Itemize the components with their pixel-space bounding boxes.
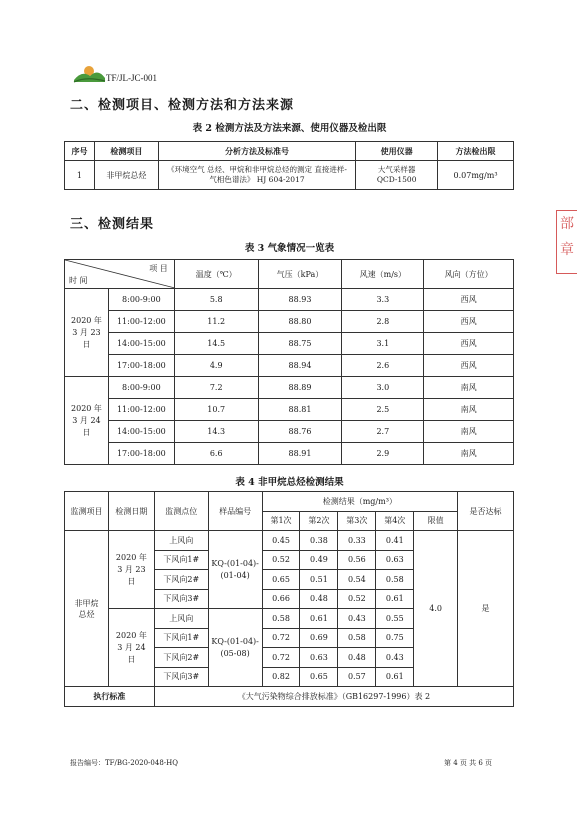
col-header: 方法检出限 bbox=[438, 142, 514, 161]
col-header: 监测点位 bbox=[154, 492, 208, 531]
table4-caption: 表 4 非甲烷总烃检测结果 bbox=[235, 477, 344, 488]
table-row bbox=[65, 531, 514, 551]
test-item: 非甲烷总烃 bbox=[94, 161, 158, 190]
col-header: 气压（kPa） bbox=[258, 260, 342, 289]
report-number: 报告编号：TF/BG-2020-048-HQ bbox=[70, 759, 178, 767]
weather-day-group bbox=[65, 377, 514, 465]
point-cell: 下风向1# bbox=[154, 550, 208, 570]
limit-cell: 4.0 bbox=[414, 531, 458, 687]
result-cell: 0.65 bbox=[300, 667, 338, 687]
standard-value: 《大气污染物综合排放标准》（GB16297-1996）表 2 bbox=[154, 687, 513, 707]
result-cell: 0.49 bbox=[300, 550, 338, 570]
wind-speed-cell: 2.8 bbox=[342, 311, 424, 333]
result-cell: 0.43 bbox=[338, 609, 376, 629]
section2-heading: 二、检测项目、检测方法和方法来源 bbox=[70, 98, 295, 113]
result-cell: 0.61 bbox=[376, 667, 414, 687]
col-header: 监测项目 bbox=[65, 492, 109, 531]
col-header: 使用仪器 bbox=[356, 142, 438, 161]
col-header: 限值 bbox=[414, 511, 458, 531]
diag-bottom-label: 时 间 bbox=[69, 276, 88, 285]
temp-cell: 14.3 bbox=[174, 421, 258, 443]
pressure-cell: 88.94 bbox=[258, 355, 342, 377]
result-cell: 0.58 bbox=[376, 570, 414, 590]
col-header: 检测日期 bbox=[108, 492, 154, 531]
result-cell: 0.66 bbox=[262, 589, 300, 609]
wind-speed-cell: 3.3 bbox=[342, 289, 424, 311]
result-cell: 0.33 bbox=[338, 531, 376, 551]
table-row bbox=[65, 399, 514, 421]
time-cell: 17:00-18:00 bbox=[108, 443, 174, 465]
result-cell: 0.43 bbox=[376, 648, 414, 668]
wind-dir-cell: 西风 bbox=[424, 333, 514, 355]
col-header: 第3次 bbox=[338, 511, 376, 531]
instrument bbox=[356, 161, 438, 190]
col-header: 温度（℃） bbox=[174, 260, 258, 289]
result-cell: 0.72 bbox=[262, 648, 300, 668]
table-header-row bbox=[65, 492, 514, 512]
weather-table bbox=[64, 259, 514, 465]
pressure-cell: 88.81 bbox=[258, 399, 342, 421]
result-cell: 0.48 bbox=[300, 589, 338, 609]
col-header: 样品编号 bbox=[208, 492, 262, 531]
document-code: TF/JL-JC-001 bbox=[106, 73, 158, 83]
wind-dir-cell: 西风 bbox=[424, 311, 514, 333]
col-header: 分析方法及标准号 bbox=[158, 142, 356, 161]
table-row bbox=[65, 311, 514, 333]
table-row bbox=[65, 161, 514, 190]
point-cell: 上风向 bbox=[154, 531, 208, 551]
time-cell: 11:00-12:00 bbox=[108, 311, 174, 333]
table-row bbox=[65, 443, 514, 465]
time-cell: 11:00-12:00 bbox=[108, 399, 174, 421]
temp-cell: 10.7 bbox=[174, 399, 258, 421]
wind-dir-cell: 西风 bbox=[424, 289, 514, 311]
pressure-cell: 88.76 bbox=[258, 421, 342, 443]
date-cell: 2020 年 3 月 23 日 bbox=[65, 289, 109, 377]
time-cell: 14:00-15:00 bbox=[108, 421, 174, 443]
temp-cell: 14.5 bbox=[174, 333, 258, 355]
col-header: 风速（m/s） bbox=[342, 260, 424, 289]
stamp-char: 章 bbox=[560, 242, 574, 258]
methods-table bbox=[64, 141, 514, 190]
result-cell: 0.63 bbox=[300, 648, 338, 668]
result-item-cell: 非甲烷总烃 bbox=[65, 531, 109, 687]
result-cell: 0.57 bbox=[338, 667, 376, 687]
result-cell: 0.61 bbox=[300, 609, 338, 629]
date-cell: 2020 年 3 月 24 日 bbox=[108, 609, 154, 687]
time-cell: 14:00-15:00 bbox=[108, 333, 174, 355]
point-cell: 下风向1# bbox=[154, 628, 208, 648]
result-cell: 0.55 bbox=[376, 609, 414, 629]
diagonal-header-cell bbox=[65, 260, 175, 289]
wind-speed-cell: 2.9 bbox=[342, 443, 424, 465]
table2-caption: 表 2 检测方法及方法来源、使用仪器及检出限 bbox=[192, 123, 387, 134]
result-cell: 0.65 bbox=[262, 570, 300, 590]
page-indicator: 第 4 页 共 6 页 bbox=[444, 759, 493, 767]
pressure-cell: 88.89 bbox=[258, 377, 342, 399]
point-cell: 下风向3# bbox=[154, 667, 208, 687]
table-header-row bbox=[65, 142, 514, 161]
col-header: 序号 bbox=[65, 142, 95, 161]
table-row bbox=[65, 421, 514, 443]
row-number: 1 bbox=[65, 161, 95, 190]
stamp-char: 部 bbox=[560, 216, 574, 232]
point-cell: 下风向2# bbox=[154, 648, 208, 668]
result-cell: 0.58 bbox=[338, 628, 376, 648]
pressure-cell: 88.93 bbox=[258, 289, 342, 311]
col-header: 第2次 bbox=[300, 511, 338, 531]
col-header: 检测项目 bbox=[94, 142, 158, 161]
temp-cell: 6.6 bbox=[174, 443, 258, 465]
result-cell: 0.72 bbox=[262, 628, 300, 648]
col-header: 检测结果（mg/m³） bbox=[262, 492, 458, 512]
temp-cell: 4.9 bbox=[174, 355, 258, 377]
col-header: 第1次 bbox=[262, 511, 300, 531]
result-cell: 0.52 bbox=[338, 589, 376, 609]
wind-speed-cell: 2.7 bbox=[342, 421, 424, 443]
company-logo-icon bbox=[72, 62, 106, 84]
wind-speed-cell: 2.6 bbox=[342, 355, 424, 377]
wind-speed-cell: 3.1 bbox=[342, 333, 424, 355]
result-cell: 0.56 bbox=[338, 550, 376, 570]
sample-cell: KQ-(01-04)-(01-04) bbox=[208, 531, 262, 609]
table-row bbox=[65, 377, 514, 399]
pass-cell: 是 bbox=[458, 531, 514, 687]
result-cell: 0.51 bbox=[300, 570, 338, 590]
section3-heading: 三、检测结果 bbox=[70, 217, 155, 232]
temp-cell: 7.2 bbox=[174, 377, 258, 399]
pressure-cell: 88.80 bbox=[258, 311, 342, 333]
result-cell: 0.61 bbox=[376, 589, 414, 609]
result-cell: 0.45 bbox=[262, 531, 300, 551]
results-table bbox=[64, 491, 514, 707]
result-cell: 0.38 bbox=[300, 531, 338, 551]
time-cell: 17:00-18:00 bbox=[108, 355, 174, 377]
temp-cell: 11.2 bbox=[174, 311, 258, 333]
result-cell: 0.48 bbox=[338, 648, 376, 668]
standard-label: 执行标准 bbox=[65, 687, 155, 707]
table-row bbox=[65, 355, 514, 377]
wind-dir-cell: 南风 bbox=[424, 377, 514, 399]
wind-dir-cell: 南风 bbox=[424, 421, 514, 443]
result-cell: 0.75 bbox=[376, 628, 414, 648]
wind-dir-cell: 西风 bbox=[424, 355, 514, 377]
table-header-row bbox=[65, 260, 514, 289]
wind-speed-cell: 3.0 bbox=[342, 377, 424, 399]
date-cell: 2020 年 3 月 23 日 bbox=[108, 531, 154, 609]
col-header: 第4次 bbox=[376, 511, 414, 531]
wind-dir-cell: 南风 bbox=[424, 399, 514, 421]
point-cell: 下风向3# bbox=[154, 589, 208, 609]
method-standard: 《环境空气 总烃、甲烷和非甲烷总烃的测定 直接进样-气相色谱法》 HJ 604-2017 bbox=[158, 161, 356, 190]
result-cell: 0.69 bbox=[300, 628, 338, 648]
wind-dir-cell: 南风 bbox=[424, 443, 514, 465]
instrument-name: 大气采样器 bbox=[377, 165, 416, 174]
date-cell: 2020 年 3 月 24 日 bbox=[65, 377, 109, 465]
detection-limit: 0.07mg/m³ bbox=[438, 161, 514, 190]
weather-day-group bbox=[65, 289, 514, 377]
table3-caption: 表 3 气象情况一览表 bbox=[244, 243, 335, 254]
pressure-cell: 88.75 bbox=[258, 333, 342, 355]
sample-cell: KQ-(01-04)-(05-08) bbox=[208, 609, 262, 687]
point-cell: 下风向2# bbox=[154, 570, 208, 590]
time-cell: 8:00-9:00 bbox=[108, 289, 174, 311]
point-cell: 上风向 bbox=[154, 609, 208, 629]
standard-row bbox=[65, 687, 514, 707]
instrument-model: QCD-1500 bbox=[376, 175, 417, 184]
pressure-cell: 88.91 bbox=[258, 443, 342, 465]
col-header: 风向（方位） bbox=[424, 260, 514, 289]
result-cell: 0.63 bbox=[376, 550, 414, 570]
table-row bbox=[65, 289, 514, 311]
result-cell: 0.52 bbox=[262, 550, 300, 570]
red-seal-stamp bbox=[556, 210, 577, 274]
wind-speed-cell: 2.5 bbox=[342, 399, 424, 421]
result-cell: 0.58 bbox=[262, 609, 300, 629]
table-row bbox=[65, 333, 514, 355]
result-cell: 0.41 bbox=[376, 531, 414, 551]
diag-top-label: 项 目 bbox=[149, 264, 168, 273]
time-cell: 8:00-9:00 bbox=[108, 377, 174, 399]
result-cell: 0.82 bbox=[262, 667, 300, 687]
col-header: 是否达标 bbox=[458, 492, 514, 531]
result-cell: 0.54 bbox=[338, 570, 376, 590]
temp-cell: 5.8 bbox=[174, 289, 258, 311]
